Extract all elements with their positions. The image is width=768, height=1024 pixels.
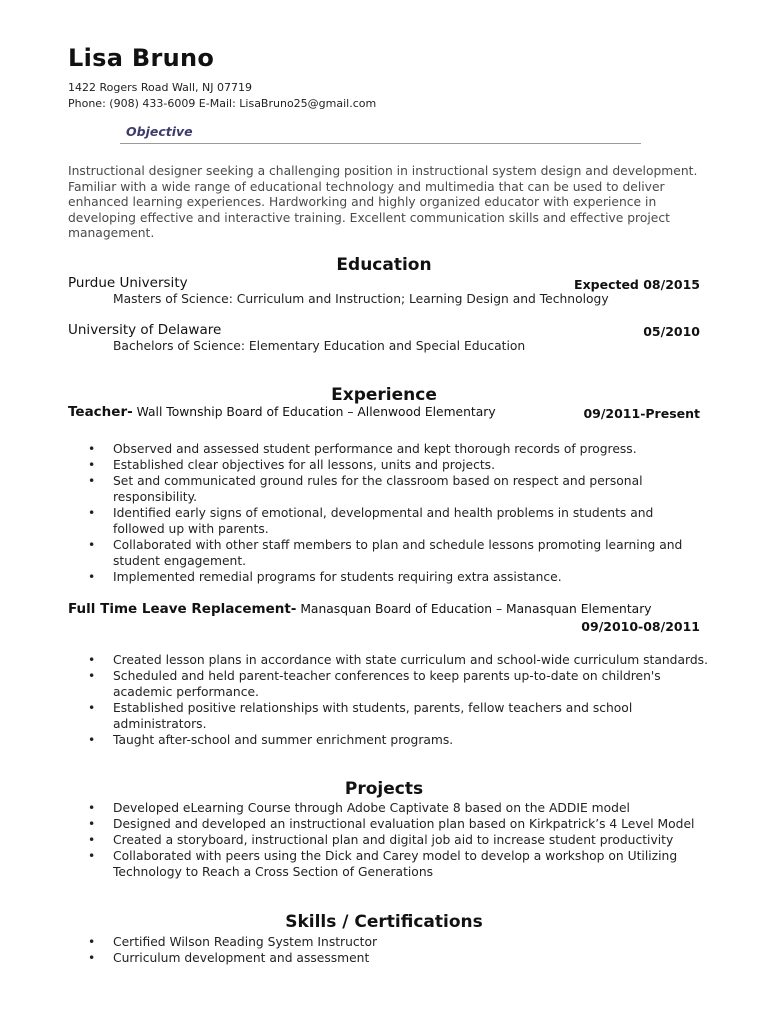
list-item: • Curriculum development and assessment [88,951,370,965]
address-line: 1422 Rogers Road Wall, NJ 07719 [68,81,252,94]
objective-text: Instructional designer seeking a challenging position in instructional system design and development. Familiar with a wide range of educational technology and multimedia that can be used to deliver enhanced learning experiences. Hardworking and highly organized educator with experience in developing effective and interactive training. Excellent communication skills and effective project management. [68,164,698,240]
education-school: University of Delaware [68,322,222,338]
projects-heading: Projects [344,779,424,799]
bullet-icon: • [88,817,96,831]
list-item: • Developed eLearning Course through Adobe Captivate 8 based on the ADDIE model [88,801,630,815]
bullet-icon: • [88,458,96,472]
job-date: 09/2010-08/2011 [581,619,700,634]
job-title-line [68,404,496,420]
bullet-icon: • [88,833,96,847]
job-duties-list [88,441,708,585]
bullet-icon: • [88,669,96,683]
bullet-icon: • [88,506,96,520]
bullet-icon: • [88,474,96,488]
bullet-icon: • [88,935,96,949]
education-heading: Education [336,255,432,275]
bullet-icon: • [88,442,96,456]
list-item: • Certified Wilson Reading System Instructor [88,935,378,949]
job-title: Full Time Leave Replacement- [68,601,297,617]
bullet-icon: • [88,733,96,747]
education-date: 05/2010 [643,324,700,339]
list-item: • Collaborated with peers using the Dick and Carey model to develop a workshop on Utilizing Technology to Reach a Cross Section of Generations [88,849,678,879]
job-duties-list [88,652,708,748]
list-item: • Collaborated with other staff members to plan and schedule lessons promoting learning and student engagement. [88,538,683,568]
bullet-icon: • [88,653,96,667]
list-item: • Created lesson plans in accordance with state curriculum and school-wide curriculum standards. [88,653,708,667]
education-degree: Masters of Science: Curriculum and Instruction; Learning Design and Technology [113,292,609,306]
job-title-line [68,601,652,617]
bullet-icon: • [88,849,96,863]
list-item: • Set and communicated ground rules for the classroom based on respect and personal responsibility. [88,474,643,504]
list-item: • Identified early signs of emotional, developmental and health problems in students and followed up with parents. [88,506,654,536]
education-degree: Bachelors of Science: Elementary Education and Special Education [113,339,526,353]
list-item: • Observed and assessed student performance and kept thorough records of progress. [88,442,637,456]
job-location: Manasquan Board of Education – Manasquan Elementary [296,602,652,616]
education-school: Purdue University [68,275,188,291]
education-date: Expected 08/2015 [574,277,700,292]
contact-line: Phone: (908) 433-6009 E-Mail: LisaBruno25@gmail.com [68,97,377,110]
list-item: • Established clear objectives for all lessons, units and projects. [88,458,495,472]
list-item: • Implemented remedial programs for students requiring extra assistance. [88,570,562,584]
candidate-name: Lisa Bruno [68,44,215,72]
experience-heading: Experience [331,385,437,405]
list-item: • Designed and developed an instructional evaluation plan based on Kirkpatrick’s 4 Level Model [88,817,695,831]
skills-list [88,934,708,966]
projects-list [88,800,708,880]
bullet-icon: • [88,570,96,584]
job-date: 09/2011-Present [583,406,700,421]
objective-heading: Objective [126,124,193,139]
list-item: • Established positive relationships with students, parents, fellow teachers and school administrators. [88,701,633,731]
list-item: • Scheduled and held parent-teacher conferences to keep parents up-to-date on children's academic performance. [88,669,661,699]
skills-heading: Skills / Certifications [285,912,483,932]
bullet-icon: • [88,538,96,552]
job-location: Wall Township Board of Education – Allenwood Elementary [132,405,496,419]
job-title: Teacher- [68,404,133,420]
list-item: • Taught after-school and summer enrichment programs. [88,733,454,747]
bullet-icon: • [88,701,96,715]
bullet-icon: • [88,801,96,815]
bullet-icon: • [88,951,96,965]
list-item: • Created a storyboard, instructional plan and digital job aid to increase student productivity [88,833,674,847]
objective-divider [120,143,641,144]
